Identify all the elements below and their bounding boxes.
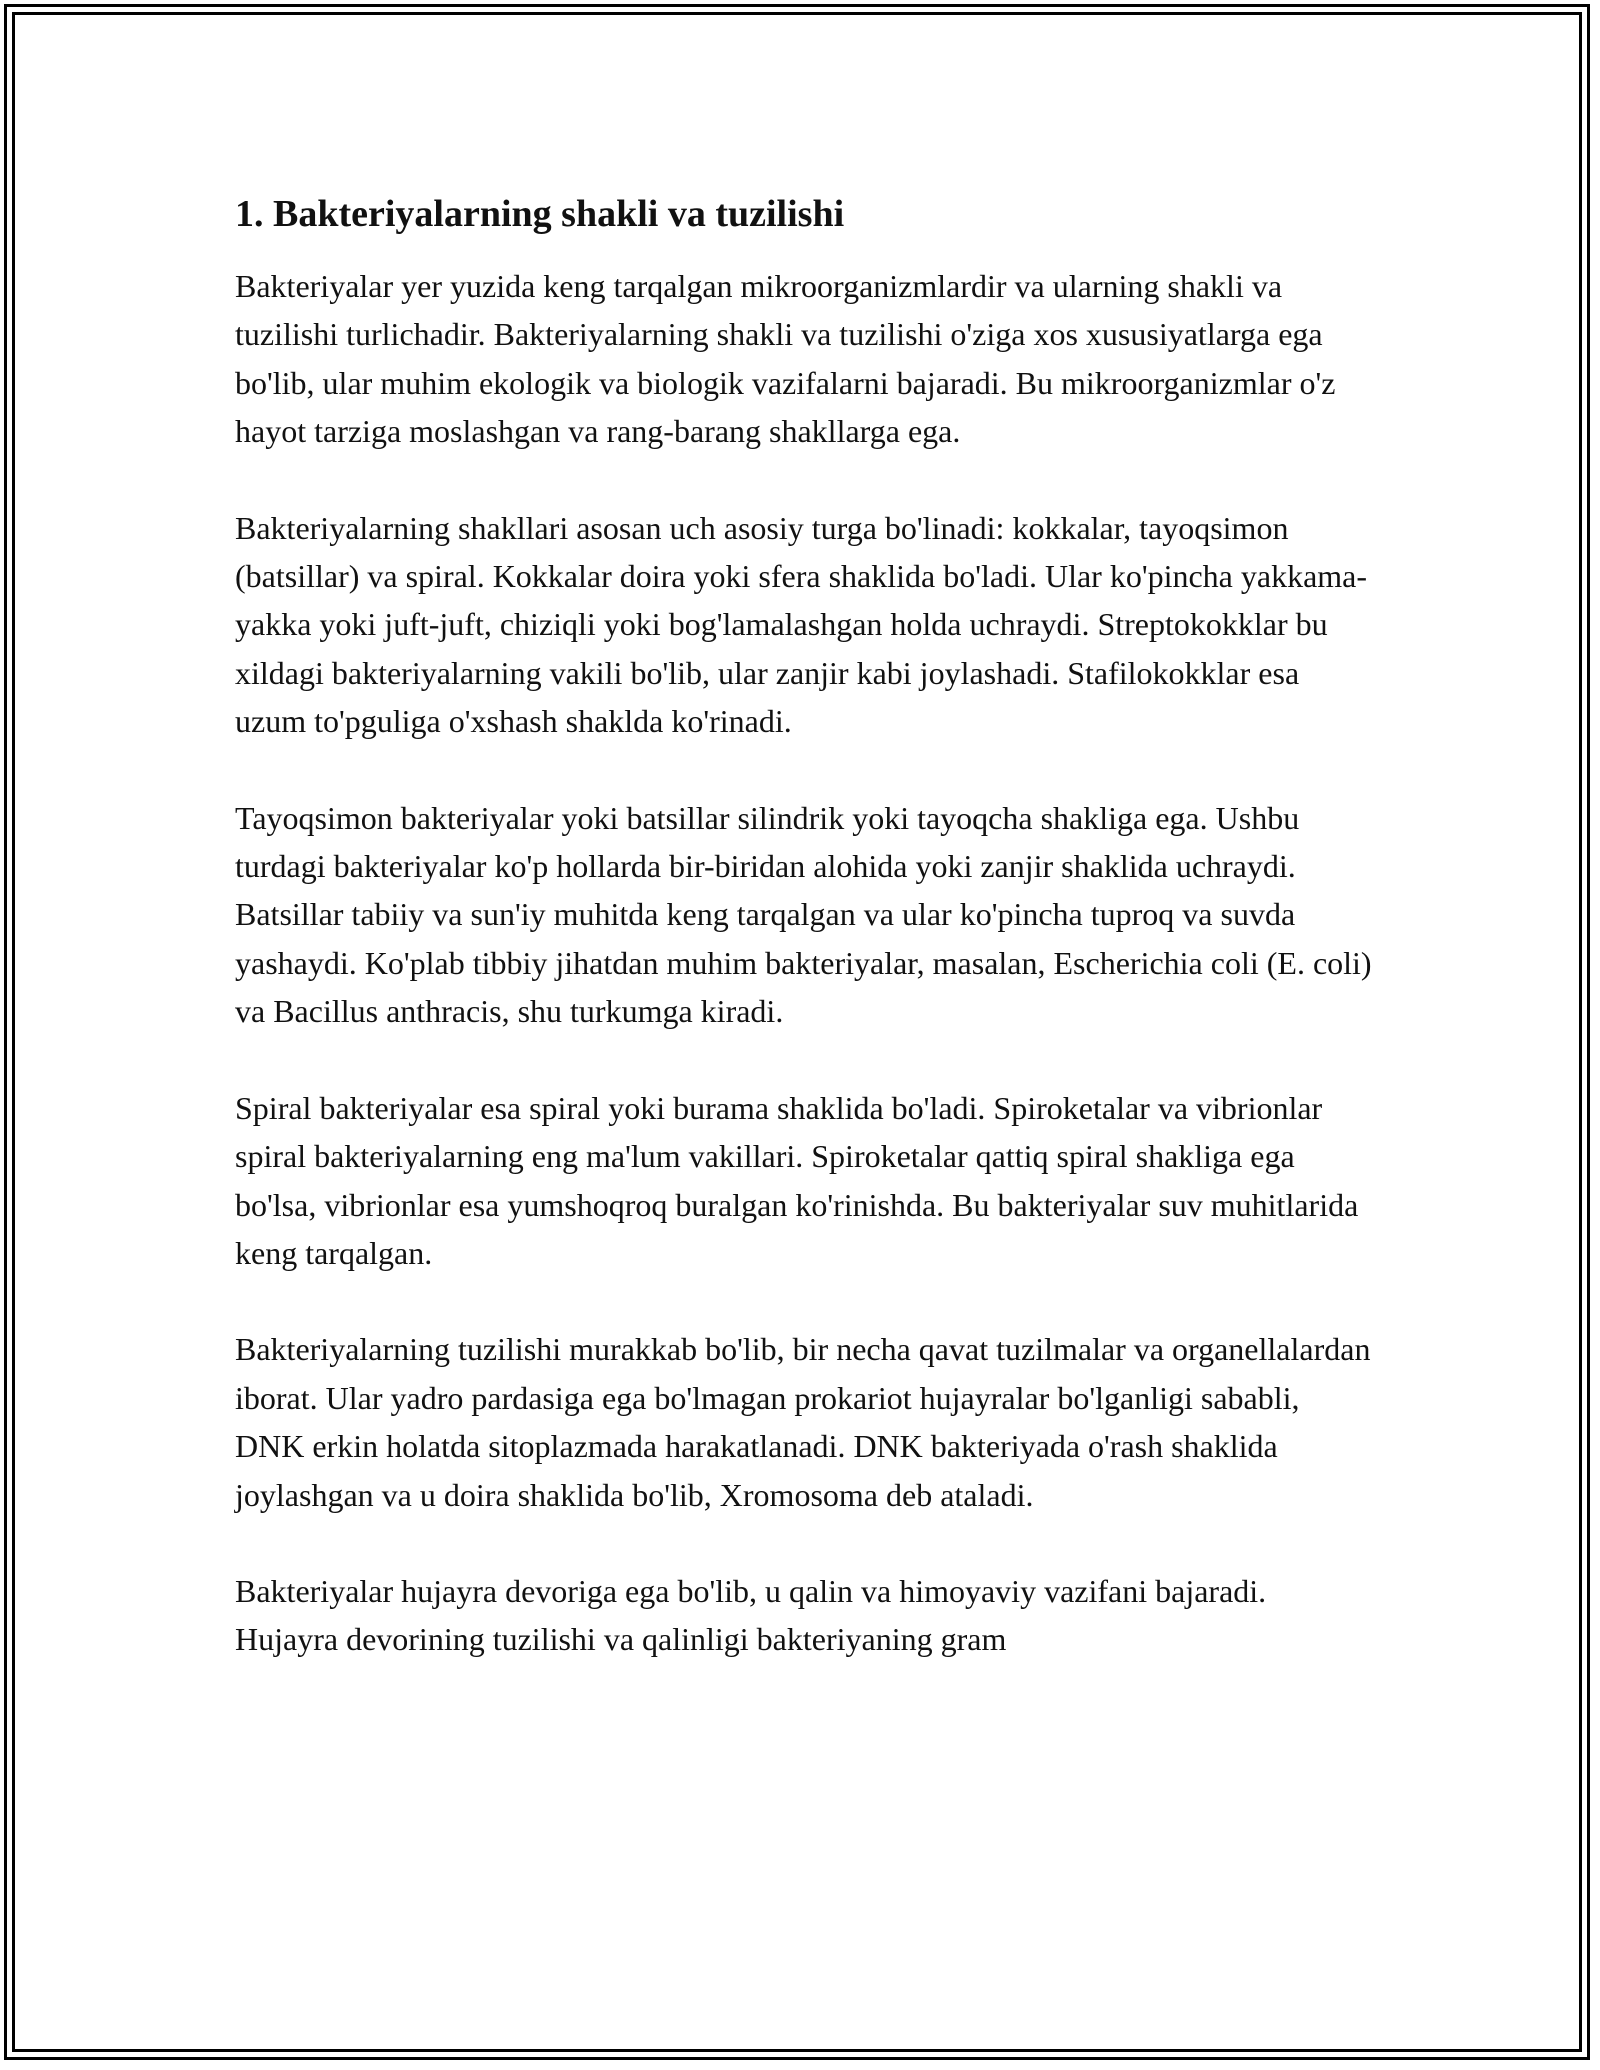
paragraph-bacilli: Tayoqsimon bakteriyalar yoki batsillar silindrik yoki tayoqcha shakliga ega. Ushbu turdagi bakteriyalar ko'p hollarda bir-biridan alohida yoki zanjir shaklida uchraydi. Batsillar tabiiy va sun'iy muhitda keng tarqalgan va ular ko'pincha tuproq va suvda yashaydi. Ko'plab tibbiy jihatdan muhim bakteriyalar, masalan, Escherichia coli (E. coli) va Bacillus anthracis, shu turkumga kiradi. xyxy=(235,799,1372,1030)
document-body xyxy=(235,188,1375,1712)
paragraph-spiral: Spiral bakteriyalar esa spiral yoki burama shaklida bo'ladi. Spiroketalar va vibrionlar spiral bakteriyalarning eng ma'lum vakillari. Spiroketalar qattiq spiral shakliga ega bo'lsa, vibrionlar esa yumshoqroq buralgan ko'rinishda. Bu bakteriyalar suv muhitlarida keng tarqalgan. xyxy=(235,1089,1359,1271)
section-heading: 1. Bakteriyalarning shakli va tuzilishi xyxy=(235,193,845,235)
paragraph-shapes: Bakteriyalarning shakllari asosan uch asosiy turga bo'linadi: kokkalar, tayoqsimon (batsillar) va spiral. Kokkalar doira yoki sfera shaklida bo'ladi. Ular ko'pincha yakkama-yakka yoki juft-juft, chiziqli yoki bog'lamalashgan holda uchraydi. Streptokokklar bu xildagi bakteriyalarning vakili bo'lib, ular zanjir kabi joylashadi. Stafilokokklar esa uzum to'pguliga o'xshash shaklda ko'rinadi. xyxy=(235,509,1368,740)
paragraph-structure: Bakteriyalarning tuzilishi murakkab bo'lib, bir necha qavat tuzilmalar va organellalardan iborat. Ular yadro pardasiga ega bo'lmagan prokariot hujayralar bo'lganligi sababli, DNK erkin holatda sitoplazmada harakatlanadi. DNK bakteriyada o'rash shaklida joylashgan va u doira shaklida bo'lib, Xromosoma deb ataladi. xyxy=(235,1331,1371,1513)
paragraph-cell-wall: Bakteriyalar hujayra devoriga ega bo'lib, u qalin va himoyaviy vazifani bajaradi. Hujayra devorining tuzilishi va qalinligi bakteriyaning gram xyxy=(235,1572,1267,1658)
paragraph-intro: Bakteriyalar yer yuzida keng tarqalgan mikroorganizmlardir va ularning shakli va tuzilishi turlichadir. Bakteriyalarning shakli va tuzilishi o'ziga xos xususiyatlarga ega bo'lib, ular muhim ekologik va biologik vazifalarni bajaradi. Bu mikroorganizmlar o'z hayot tarziga moslashgan va rang-barang shakllarga ega. xyxy=(235,268,1336,450)
